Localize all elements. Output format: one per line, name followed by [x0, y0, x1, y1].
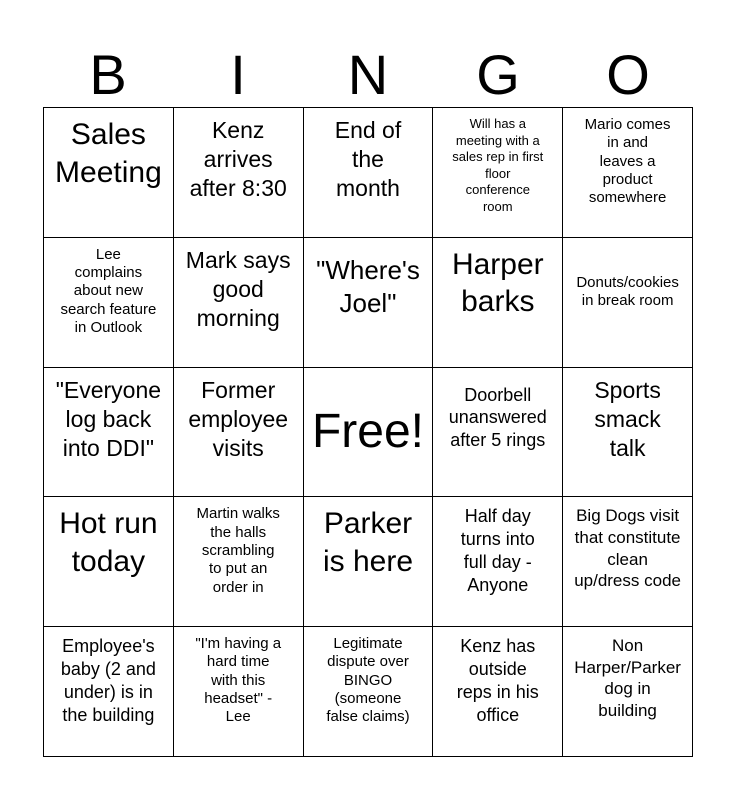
bingo-cell-r4c5[interactable] [563, 497, 693, 627]
bingo-cell-r3c1[interactable] [44, 368, 174, 498]
bingo-cell-r5c3[interactable] [304, 627, 434, 757]
bingo-cell-r5c2[interactable] [174, 627, 304, 757]
bingo-cell-r2c2[interactable] [174, 238, 304, 368]
cell-text: "Everyone log back into DDI" [55, 376, 162, 461]
cell-text: Kenz has outside reps in his office [456, 636, 539, 725]
bingo-cell-r2c3[interactable] [304, 238, 434, 368]
cell-text: Sports smack talk [594, 376, 661, 461]
cell-text: Martin walks the halls scrambling to put an order in [196, 505, 280, 596]
cell-text: Lee complains about new search feature in Outlook [60, 245, 157, 336]
cell-text: Legitimate dispute over BINGO (someone false claims) [326, 635, 410, 726]
bingo-card-grid [43, 107, 693, 757]
bingo-cell-r2c5[interactable] [563, 238, 693, 368]
cell-text: Non Harper/Parker dog in building [574, 636, 681, 720]
header-letter-b: B [89, 43, 127, 106]
bingo-header [43, 44, 693, 106]
header-letter-o: O [606, 43, 650, 106]
header-letter-i: I [230, 43, 246, 106]
cell-text: End of the month [334, 117, 402, 202]
bingo-cell-r1c2[interactable] [174, 108, 304, 238]
bingo-cell-r5c5[interactable] [563, 627, 693, 757]
bingo-cell-r3c2[interactable] [174, 368, 304, 498]
header-letter-n: N [347, 43, 389, 106]
bingo-cell-r3c5[interactable] [563, 368, 693, 498]
bingo-cell-r3c4[interactable] [433, 368, 563, 498]
cell-text: Harper barks [451, 247, 544, 319]
cell-text: Will has a meeting with a sales rep in first floor conference room [452, 116, 544, 214]
cell-text: Employee's baby (2 and under) is in the building [60, 636, 156, 725]
cell-text: Doorbell unanswered after 5 rings [448, 384, 547, 451]
bingo-cell-r4c3[interactable] [304, 497, 434, 627]
cell-text: Donuts/cookies in break room [576, 273, 679, 310]
bingo-cell-free[interactable] [304, 368, 434, 498]
bingo-cell-r4c1[interactable] [44, 497, 174, 627]
cell-text: Kenz arrives after 8:30 [189, 117, 287, 202]
bingo-cell-r4c2[interactable] [174, 497, 304, 627]
bingo-cell-r5c4[interactable] [433, 627, 563, 757]
cell-text: Mark says good morning [185, 246, 291, 332]
cell-text: Sales Meeting [55, 118, 162, 189]
cell-text: Parker is here [322, 507, 414, 578]
bingo-cell-r4c4[interactable] [433, 497, 563, 627]
cell-text: "I'm having a hard time with this headset" - Lee [195, 635, 282, 726]
bingo-cell-r1c3[interactable] [304, 108, 434, 238]
cell-text: Former employee visits [188, 376, 289, 461]
bingo-cell-r1c4[interactable] [433, 108, 563, 238]
bingo-cell-r1c5[interactable] [563, 108, 693, 238]
header-letter-g: G [476, 43, 520, 106]
bingo-cell-r2c4[interactable] [433, 238, 563, 368]
cell-text: "Where's Joel" [316, 254, 420, 318]
bingo-cell-r1c1[interactable] [44, 108, 174, 238]
cell-text: Hot run today [59, 507, 158, 578]
bingo-cell-r5c1[interactable] [44, 627, 174, 757]
cell-text: Big Dogs visit that constitute clean up/dress code [574, 506, 681, 591]
cell-text: Mario comes in and leaves a product somewhere [584, 116, 671, 207]
free-space-text: Free! [311, 404, 424, 458]
cell-text: Half day turns into full day - Anyone [460, 506, 535, 595]
bingo-cell-r2c1[interactable] [44, 238, 174, 368]
